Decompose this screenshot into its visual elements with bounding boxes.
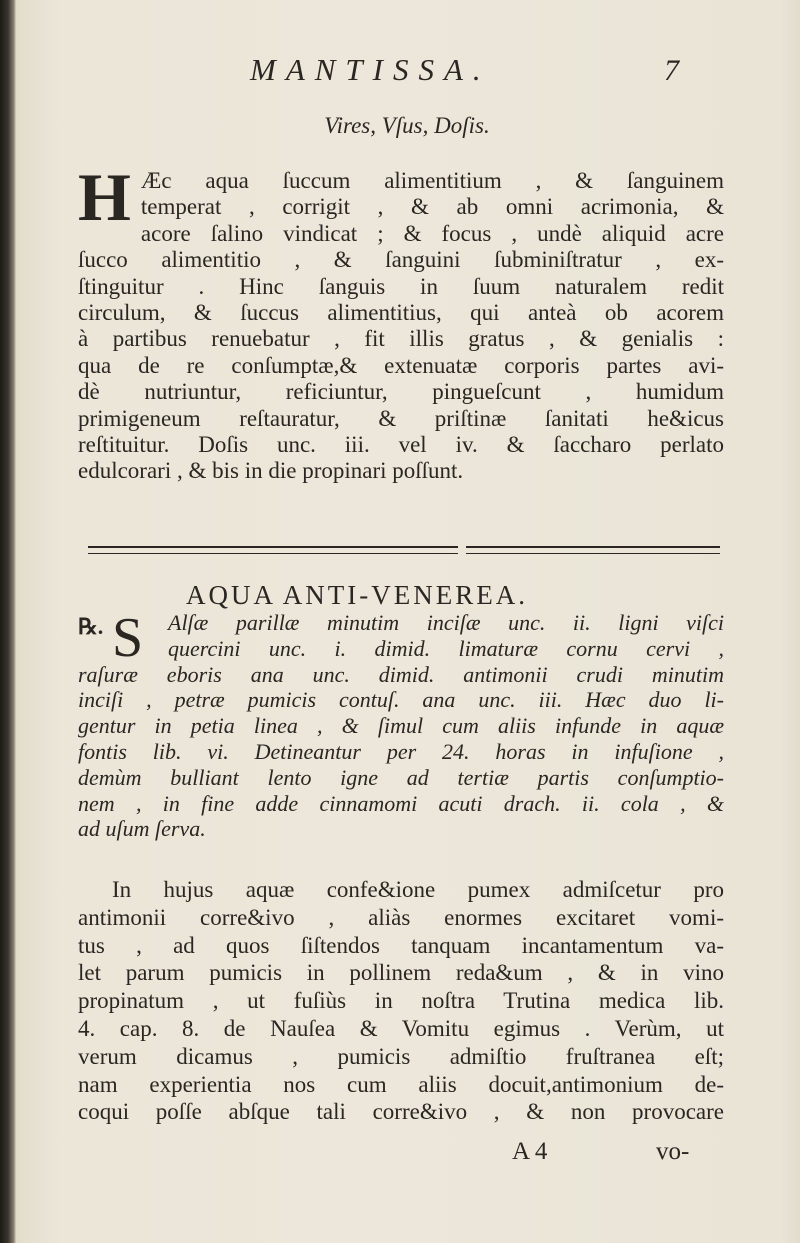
signature-mark: A 4 — [512, 1138, 548, 1165]
drop-cap-s: S — [112, 607, 144, 669]
recipe-symbol: ℞. — [78, 614, 104, 639]
text-line: nam experientia nos cum aliis docuit,antimonium de- — [78, 1071, 724, 1097]
text-line: reſtituitur. Doſis unc. iii. vel iv. & ſaccharo perlato — [78, 432, 724, 458]
text-line: dè nutriuntur, reficiuntur, pingueſcunt , humidum — [78, 379, 724, 405]
recipe-line: quercini unc. i. dimid. limaturæ cornu cervi , — [168, 635, 724, 661]
recipe-line: gentur in petia linea , & ſimul cum aliis infunde in aquæ — [78, 713, 724, 739]
text-line: antimonii corre&ivo , aliàs enormes excitaret vomi- — [78, 904, 724, 930]
text-line: acore ſalino vindicat ; & focus , undè aliquid acre — [140, 220, 724, 246]
recipe-line: nem , in fine adde cinnamomi acuti drach. ii. cola , & — [78, 790, 724, 816]
recipe-line: demùm bulliant lento igne ad tertiæ partis conſumptio- — [78, 764, 724, 790]
recipe-line: Alſæ parillæ minutim inciſæ unc. ii. ligni viſci — [168, 610, 724, 635]
recipe-line: inciſi , petræ pumicis contuſ. ana unc. iii. Hæc duo li- — [78, 687, 724, 713]
text-line: In hujus aquæ confe&ione pumex admiſcetur pro — [112, 877, 724, 902]
text-line: à partibus renuebatur , fit illis gratus , & genialis : — [78, 326, 724, 352]
page-footer — [0, 1138, 800, 1168]
section-divider-rule-left — [88, 546, 458, 554]
recipe-block — [78, 607, 724, 842]
catchword: vo- — [656, 1138, 690, 1165]
text-line: primigeneum reſtauratur, & priſtinæ ſanitati he&icus — [78, 405, 724, 431]
drop-cap-h: H — [78, 159, 131, 235]
running-head-title: MANTISSA. — [250, 52, 491, 87]
section-subheading: Vires, Vſus, Doſis. — [324, 113, 490, 138]
text-line: circulum, & ſuccus alimentitius, qui anteà ob acorem — [78, 300, 724, 326]
text-line: tus , ad quos ſiſtendos tanquam incantamentum va- — [78, 932, 724, 958]
text-line: verum dicamus , pumicis admiſtio fruſtranea eſt; — [78, 1043, 724, 1069]
section-title-aqua-anti-venerea: AQUA ANTI-VENEREA. — [186, 580, 528, 610]
text-line: let parum pumicis in pollinem reda&um , & in vino — [78, 960, 724, 986]
section-divider-rule-right — [466, 546, 720, 554]
recipe-line: fontis lib. vi. Detineantur per 24. horas in infuſione , — [78, 738, 724, 764]
text-line: coqui poſſe abſque tali corre&ivo , & non provocare — [78, 1099, 724, 1125]
running-head — [0, 52, 800, 96]
text-line: ſucco alimentitio , & ſanguini ſubminiſtratur , ex- — [78, 247, 724, 273]
book-binding-shadow — [0, 0, 16, 1243]
recipe-line: raſuræ eboris ana unc. dimid. antimonii crudi minutim — [78, 661, 724, 687]
text-line: qua de re conſumptæ,& extenuatæ corporis partes avi- — [78, 352, 724, 378]
page-number: 7 — [664, 54, 679, 87]
text-line: Æc aqua ſuccum alimentitium , & ſanguinem — [140, 168, 724, 193]
paragraph-commentary — [78, 876, 724, 1126]
recipe-line: ad uſum ſerva. — [78, 816, 206, 842]
paragraph-vires-usus-dosis — [78, 159, 724, 485]
text-line: temperat , corrigit , & ab omni acrimonia, & — [140, 194, 724, 220]
text-line: propinatum , ut fuſiùs in noſtra Trutina medica lib. — [78, 988, 724, 1014]
text-line: 4. cap. 8. de Nauſea & Vomitu egimus . Verùm, ut — [78, 1015, 724, 1041]
text-line: ſtinguitur . Hinc ſanguis in ſuum naturalem redit — [78, 273, 724, 299]
text-line: edulcorari , & bis in die propinari poſſunt. — [78, 458, 464, 484]
